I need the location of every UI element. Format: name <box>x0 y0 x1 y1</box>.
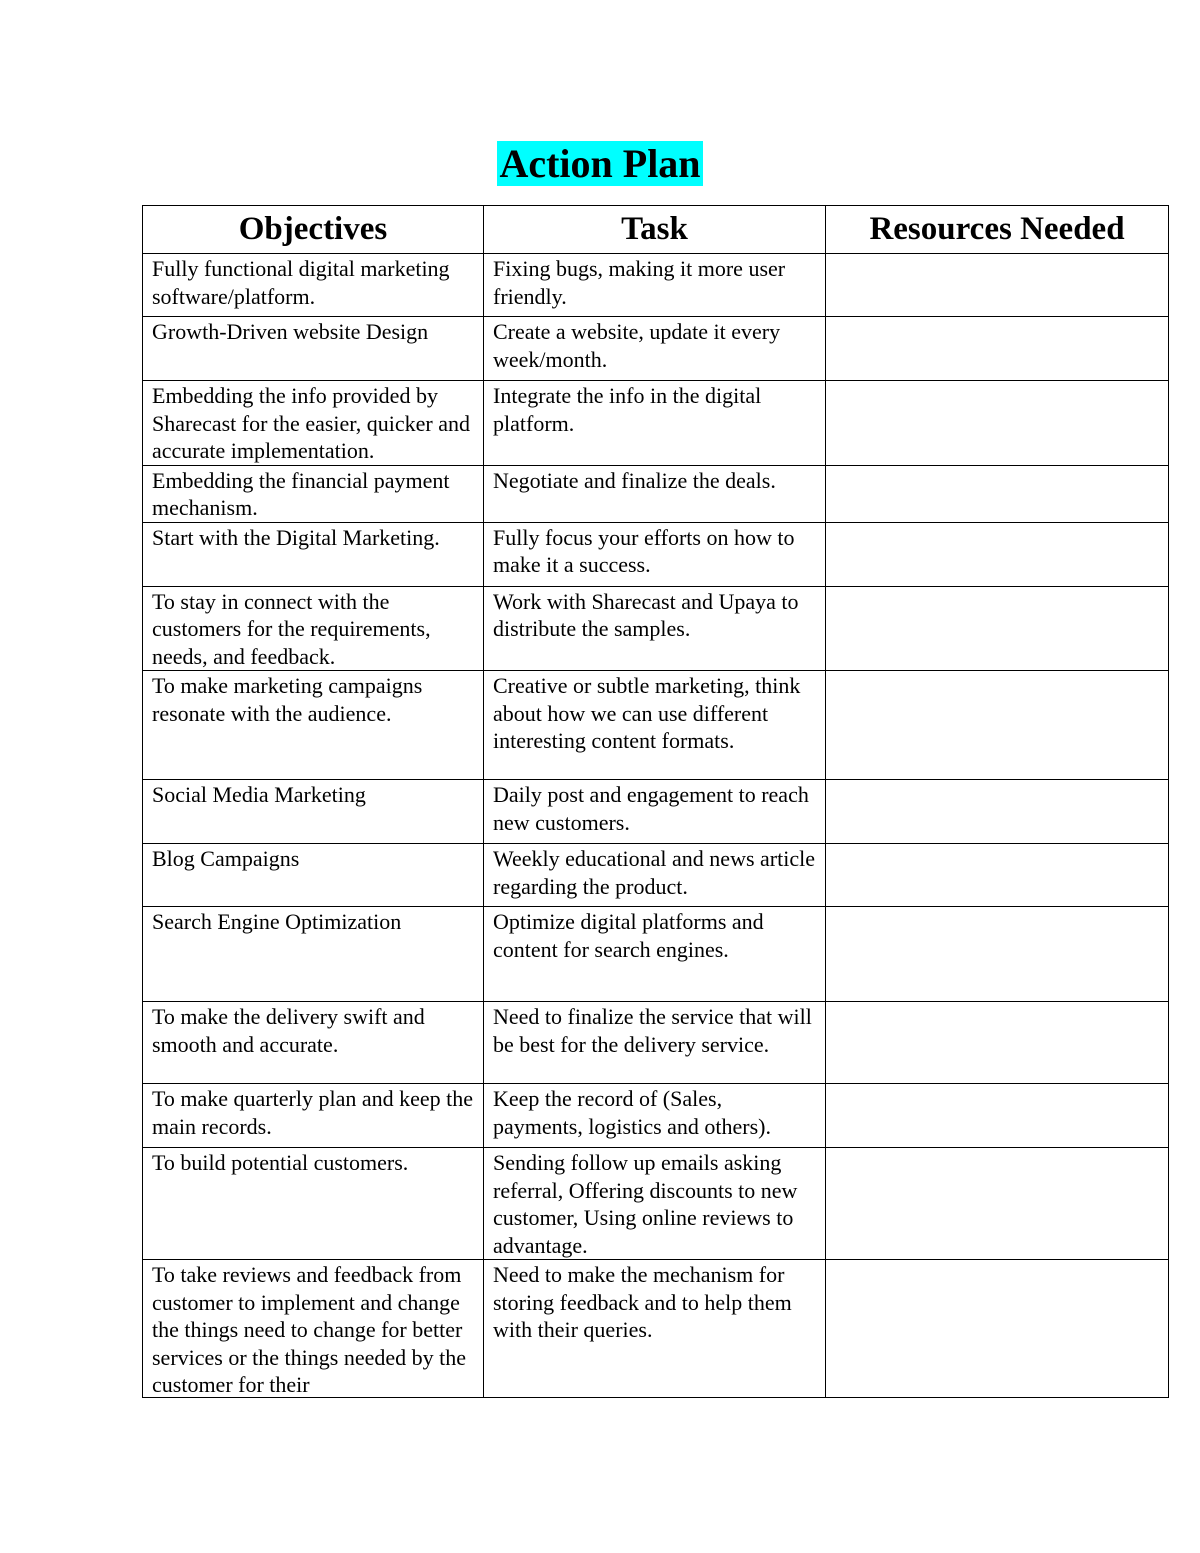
task-text: Daily post and engagement to reach new customers. <box>493 782 809 835</box>
table-row <box>143 1002 1169 1084</box>
resources-text <box>826 587 1168 588</box>
task-cell <box>484 1148 826 1260</box>
task-text: Keep the record of (Sales, payments, logistics and others). <box>493 1086 772 1139</box>
resources-text <box>826 466 1168 467</box>
objective-cell <box>143 586 484 671</box>
objective-text: To take reviews and feedback from customer to implement and change the things need to change for better services or the things needed by the customer for their <box>152 1262 467 1397</box>
resources-cell <box>826 780 1169 844</box>
resources-cell <box>826 671 1169 780</box>
objective-cell <box>143 780 484 844</box>
task-text: Integrate the info in the digital platform. <box>493 383 762 436</box>
header-objectives: Objectives <box>143 206 484 254</box>
resources-text <box>826 780 1168 781</box>
objective-cell <box>143 844 484 907</box>
objective-cell <box>143 254 484 317</box>
resources-text <box>826 254 1168 255</box>
task-cell <box>484 671 826 780</box>
resources-cell <box>826 522 1169 586</box>
header-task: Task <box>484 206 826 254</box>
objective-cell <box>143 1084 484 1148</box>
objective-cell <box>143 1148 484 1260</box>
task-cell <box>484 1260 826 1398</box>
objective-text: Blog Campaigns <box>152 846 300 871</box>
task-text: Sending follow up emails asking referral, Offering discounts to new customer, Using online reviews to advantage. <box>493 1150 798 1258</box>
resources-cell <box>826 907 1169 1002</box>
resources-cell <box>826 1002 1169 1084</box>
objective-text: Social Media Marketing <box>152 782 366 807</box>
objective-text: Embedding the financial payment mechanism. <box>152 467 450 520</box>
task-text: Weekly educational and news article regarding the product. <box>493 846 815 899</box>
table-row <box>143 844 1169 907</box>
resources-cell <box>826 381 1169 466</box>
table-row <box>143 381 1169 466</box>
task-text: Optimize digital platforms and content for search engines. <box>493 909 764 962</box>
resources-cell <box>826 465 1169 522</box>
objective-cell <box>143 1260 484 1398</box>
table-row <box>143 254 1169 317</box>
task-cell <box>484 465 826 522</box>
objective-text: To make quarterly plan and keep the main records. <box>152 1086 473 1139</box>
task-cell <box>484 254 826 317</box>
resources-text <box>826 1084 1168 1085</box>
task-cell <box>484 1084 826 1148</box>
objective-cell <box>143 1002 484 1084</box>
table-row <box>143 317 1169 381</box>
table-row <box>143 780 1169 844</box>
table-row <box>143 907 1169 1002</box>
task-cell <box>484 780 826 844</box>
task-cell <box>484 844 826 907</box>
header-resources-needed: Resources Needed <box>826 206 1169 254</box>
table-row <box>143 1084 1169 1148</box>
table-row <box>143 465 1169 522</box>
resources-text <box>826 907 1168 908</box>
resources-text <box>826 844 1168 845</box>
objective-cell <box>143 465 484 522</box>
objective-cell <box>143 907 484 1002</box>
task-text: Fully focus your efforts on how to make it a success. <box>493 524 795 577</box>
resources-cell <box>826 1260 1169 1398</box>
resources-cell <box>826 844 1169 907</box>
document-title-container <box>0 140 1200 188</box>
task-text: Need to finalize the service that will be best for the delivery service. <box>493 1004 812 1057</box>
task-text: Creative or subtle marketing, think about how we can use different interesting content formats. <box>493 673 801 753</box>
objective-text: To make the delivery swift and smooth and accurate. <box>152 1004 425 1057</box>
task-text: Create a website, update it every week/month. <box>493 319 781 372</box>
table-row <box>143 1148 1169 1260</box>
objective-cell <box>143 317 484 381</box>
task-cell <box>484 317 826 381</box>
task-text: Need to make the mechanism for storing feedback and to help them with their queries. <box>493 1262 792 1342</box>
task-cell <box>484 1002 826 1084</box>
table-row <box>143 671 1169 780</box>
objective-cell <box>143 381 484 466</box>
task-cell <box>484 907 826 1002</box>
objective-text: To build potential customers. <box>152 1150 409 1175</box>
objective-text: Growth-Driven website Design <box>152 319 429 344</box>
resources-text <box>826 523 1168 524</box>
objective-cell <box>143 522 484 586</box>
resources-text <box>826 381 1168 382</box>
task-cell <box>484 522 826 586</box>
resources-cell <box>826 254 1169 317</box>
resources-text <box>826 317 1168 318</box>
resources-text <box>826 1002 1168 1003</box>
table-row <box>143 1260 1169 1398</box>
action-plan-table <box>142 205 1169 1398</box>
task-cell <box>484 381 826 466</box>
task-text: Negotiate and finalize the deals. <box>493 467 776 493</box>
resources-cell <box>826 1148 1169 1260</box>
task-text: Work with Sharecast and Upaya to distribute the samples. <box>493 588 799 641</box>
objective-cell <box>143 671 484 780</box>
table-header-row <box>143 206 1169 254</box>
objective-text: To make marketing campaigns resonate with the audience. <box>152 673 423 726</box>
objective-text: Start with the Digital Marketing. <box>152 524 440 550</box>
table-row <box>143 586 1169 671</box>
resources-text <box>826 1148 1168 1149</box>
document-title: Action Plan <box>499 141 701 186</box>
resources-text <box>826 1260 1168 1261</box>
resources-cell <box>826 317 1169 381</box>
objective-text: Search Engine Optimization <box>152 909 402 934</box>
objective-text: Embedding the info provided by Sharecast for the easier, quicker and accurate implementation. <box>152 383 470 463</box>
table-row <box>143 522 1169 586</box>
objective-text: To stay in connect with the customers for the requirements, needs, and feedback. <box>152 588 431 669</box>
resources-cell <box>826 586 1169 671</box>
task-text: Fixing bugs, making it more user friendly. <box>493 256 786 309</box>
resources-cell <box>826 1084 1169 1148</box>
resources-text <box>826 671 1168 672</box>
objective-text: Fully functional digital marketing software/platform. <box>152 256 450 309</box>
task-cell <box>484 586 826 671</box>
